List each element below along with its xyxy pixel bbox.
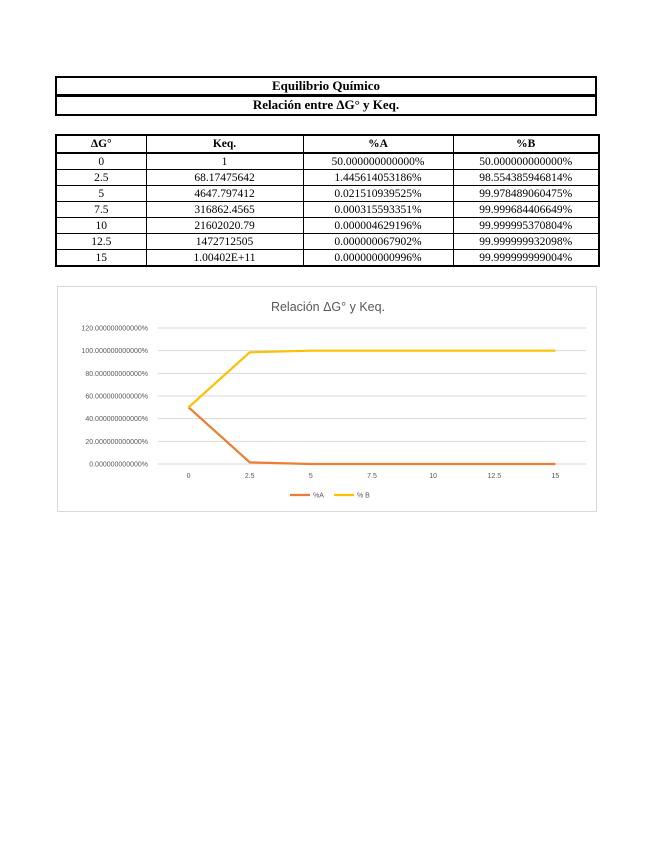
chart-title: Relación ΔG° y Keq. xyxy=(270,300,386,314)
series-line-percent-b xyxy=(189,351,556,408)
cell-deltag: 12.5 xyxy=(56,234,146,250)
table-row xyxy=(56,218,599,234)
chart-canvas xyxy=(58,287,598,513)
column-header-keq: Keq. xyxy=(146,135,303,153)
cell-percent-a: 0.021510939525% xyxy=(303,186,453,202)
table-row xyxy=(56,250,599,267)
table-row xyxy=(56,170,599,186)
x-tick-label: 0 xyxy=(186,473,191,480)
chart-series xyxy=(189,351,556,464)
x-tick-label: 5 xyxy=(308,473,313,480)
sheet-subtitle: Relación entre ΔG° y Keq. xyxy=(55,95,597,116)
cell-deltag: 7.5 xyxy=(56,202,146,218)
column-header-percent-b: %B xyxy=(453,135,599,153)
cell-percent-a: 0.000000067902% xyxy=(303,234,453,250)
x-tick-label: 15 xyxy=(551,473,560,480)
cell-percent-b: 99.999999932098% xyxy=(453,234,599,250)
table-row xyxy=(56,186,599,202)
cell-keq: 68.17475642 xyxy=(146,170,303,186)
cell-percent-b: 98.554385946814% xyxy=(453,170,599,186)
x-axis-tick-labels xyxy=(187,473,560,480)
cell-percent-a: 1.445614053186% xyxy=(303,170,453,186)
y-tick-label: 40.000000000000% xyxy=(85,416,148,424)
y-tick-label: 0.000000000000% xyxy=(89,461,148,469)
x-tick-label: 10 xyxy=(429,473,438,480)
cell-percent-b: 99.978489060475% xyxy=(453,186,599,202)
cell-percent-b: 99.999684406649% xyxy=(453,202,599,218)
y-tick-label: 80.000000000000% xyxy=(85,370,148,378)
cell-keq: 316862.4565 xyxy=(146,202,303,218)
table-row xyxy=(56,202,599,218)
legend-label-percent-b: % B xyxy=(357,492,370,500)
line-chart[interactable] xyxy=(57,286,597,512)
y-tick-label: 120.000000000000% xyxy=(81,325,148,333)
cell-deltag: 2.5 xyxy=(56,170,146,186)
cell-percent-a: 50.000000000000% xyxy=(303,153,453,170)
cell-percent-b: 99.999995370804% xyxy=(453,218,599,234)
cell-percent-b: 50.000000000000% xyxy=(453,153,599,170)
series-line-percent-a xyxy=(189,407,556,464)
column-header-percent-a: %A xyxy=(303,135,453,153)
y-tick-label: 20.000000000000% xyxy=(85,438,148,446)
legend-label-percent-a: %A xyxy=(313,492,324,500)
sheet-title: Equilibrio Químico xyxy=(55,76,597,96)
cell-deltag: 0 xyxy=(56,153,146,170)
cell-keq: 1472712505 xyxy=(146,234,303,250)
cell-deltag: 15 xyxy=(56,250,146,267)
cell-deltag: 5 xyxy=(56,186,146,202)
equilibrium-table xyxy=(55,134,600,267)
y-tick-label: 60.000000000000% xyxy=(85,393,148,401)
table-row xyxy=(56,234,599,250)
x-tick-label: 12.5 xyxy=(487,473,502,480)
table-header-row xyxy=(56,135,599,153)
cell-keq: 21602020.79 xyxy=(146,218,303,234)
cell-deltag: 10 xyxy=(56,218,146,234)
table-row xyxy=(56,153,599,170)
y-axis-tick-labels xyxy=(81,326,148,469)
cell-percent-a: 0.000004629196% xyxy=(303,218,453,234)
cell-keq: 1 xyxy=(146,153,303,170)
chart-legend[interactable] xyxy=(290,493,370,500)
x-tick-label: 2.5 xyxy=(244,473,255,480)
cell-keq: 1.00402E+11 xyxy=(146,250,303,267)
y-tick-label: 100.000000000000% xyxy=(81,348,148,356)
cell-percent-a: 0.000315593351% xyxy=(303,202,453,218)
cell-percent-a: 0.000000000996% xyxy=(303,250,453,267)
chart-gridlines xyxy=(158,328,586,464)
column-header-deltag: ΔG° xyxy=(56,135,146,153)
x-tick-label: 7.5 xyxy=(367,473,377,480)
cell-keq: 4647.797412 xyxy=(146,186,303,202)
cell-percent-b: 99.999999999004% xyxy=(453,250,599,267)
